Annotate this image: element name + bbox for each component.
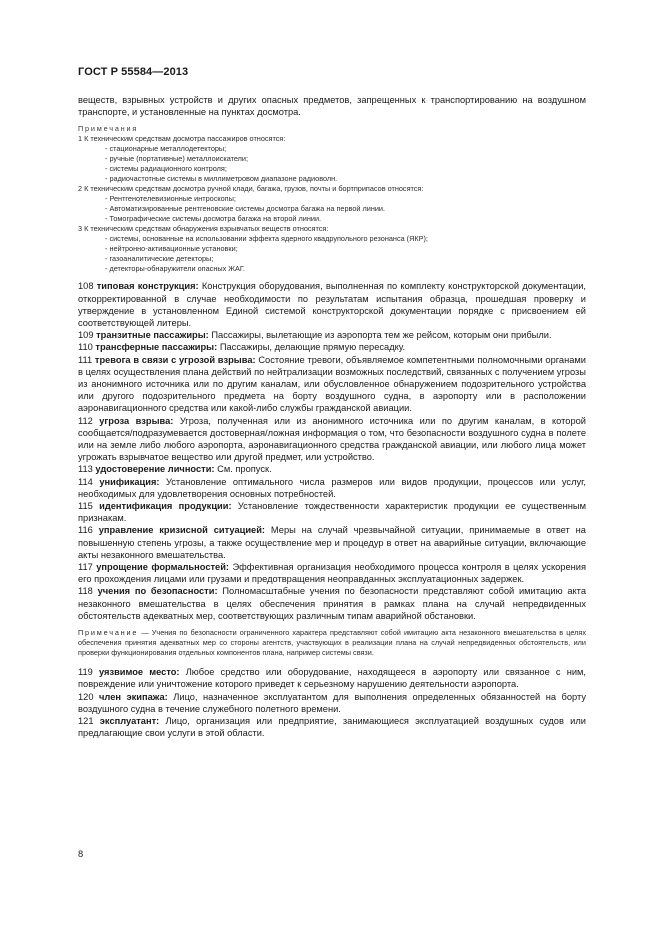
term-name: член экипажа:	[99, 691, 168, 702]
note-list-item: - системы, основанные на использовании эффекта ядерного квадрупольного резонанса (ЯКР);	[105, 234, 428, 244]
term-definition: Лицо, организация или предприятие, занимающиеся эксплуатацией воздушных судов или предлагающие свои услуги в этой области.	[78, 715, 586, 739]
term-name: угроза взрыва:	[99, 415, 174, 426]
term-entry	[78, 666, 586, 690]
term-definition: Меры на случай чрезвычайной ситуации, принимаемые в ответ на повышенную степень угрозы, а также осуществление мер и процедур в ответ на аварийные ситуации, включающие акты незаконного вмешательства.	[78, 525, 586, 560]
term-definition: Конструкция оборудования, выполненная по комплекту конструкторской документации, откорректированной в случае необходимости по результатам испытания образца, прошедшая проверку и утверждение в установленном Единой системой конструкторской документации порядке с присвоением ей соответствующей литеры.	[78, 281, 586, 329]
term-name: унификация:	[99, 476, 160, 487]
term-definition: Полномасштабные учения по безопасности представляют собой имитацию акта незаконного вмешательства в целях обеспечения принятия в рамках плана на случай непредвиденных обстоятельств адекватных мер, соответствующих различным типам аварийной обстановки.	[78, 586, 586, 621]
term-entry	[78, 715, 586, 739]
page-header: ГОСТ Р 55584—2013	[78, 66, 189, 78]
note-heading: 3 К техническим средствам обнаружения взрывчатых веществ относятся:	[78, 224, 329, 234]
note-label: Примечание	[78, 628, 139, 638]
term-entry	[78, 354, 586, 415]
term-definition: Пассажиры, вылетающие из аэропорта тем же рейсом, которым они прибыли.	[211, 330, 552, 341]
intro-paragraph: веществ, взрывных устройств и других опасных предметов, запрещенных к транспортированию на воздушном транспорте, и установленные на пунктах досмотра.	[78, 95, 586, 118]
term-name: тревога в связи с угрозой взрыва:	[94, 354, 256, 365]
term-number: 114	[78, 476, 93, 487]
notes-groups	[78, 134, 586, 274]
term-number: 108	[78, 281, 94, 292]
note-list-item: - системы радиационного контроля;	[105, 164, 227, 174]
term-name: эксплуатант:	[99, 715, 160, 726]
term-definition: Эффективная организация необходимого процесса контроля в целях ускорения его прохождения лицами или грузами и предотвращения неоправданных эксплуатационных задержек.	[78, 562, 586, 585]
notes-block	[78, 124, 586, 274]
term-entry	[78, 691, 586, 715]
terms-list-2	[78, 666, 586, 739]
term-name: идентификация продукции:	[99, 501, 232, 512]
term-number: 110	[78, 342, 93, 353]
term-number: 117	[78, 562, 93, 573]
term-entry	[78, 500, 586, 524]
term-entry	[78, 415, 586, 464]
term-entry	[78, 585, 586, 622]
term-definition: Любое средство или оборудование, находящееся в аэропорту или связанное с ним, повреждение или уничтожение которого приведет к серьезному нарушению деятельности аэропорта.	[78, 667, 586, 690]
term-name: трансферные пассажиры:	[95, 342, 218, 353]
note-list-item: - Томографические системы досмотра багажа на второй линии.	[105, 214, 322, 224]
term-definition: Угроза, полученная или из анонимного источника или по другим каналам, в которой сообщается/подразумевается достоверная/ложная информация о том, что безопасности воздушного судна в полете или на земле либо любого аэропорта, аэронавигационного средства гражданской авиации, или любого лица может угрожать взрывчатое вещество или другой предмет, или устройство.	[78, 415, 586, 463]
term-entry	[78, 341, 586, 353]
page-number: 8	[78, 849, 84, 859]
term-number: 121	[78, 715, 94, 726]
term-definition: Установление тождественности характеристик продукции ее существенным признакам.	[78, 501, 586, 524]
term-number: 116	[78, 525, 93, 536]
term-entry	[78, 524, 586, 561]
term-name: уязвимое место:	[98, 667, 180, 678]
term-number: 120	[78, 691, 94, 702]
note-list-item: - газоаналитические детекторы;	[105, 254, 214, 264]
note-paragraph	[78, 628, 586, 658]
note-list-item: - ручные (портативные) металлоискатели;	[105, 154, 249, 164]
note-heading: 2 К техническим средствам досмотра ручной клади, багажа, грузов, почты и бортприпасов относятся:	[78, 184, 424, 194]
terms-list-1	[78, 280, 586, 622]
term-entry	[78, 329, 586, 341]
term-number: 113	[78, 464, 93, 475]
term-entry	[78, 280, 586, 329]
note-heading: 1 К техническим средствам досмотра пассажиров относятся:	[78, 134, 286, 144]
note-list-item: - радиочастотные системы в миллиметровом диапазоне радиоволн.	[105, 174, 338, 184]
term-definition: Лицо, назначенное эксплуатантом для выполнения определенных обязанностей на борту воздушного судна в течение служебного полетного времени.	[78, 691, 587, 714]
note-list-item: - нейтронно-активационные установки;	[105, 244, 238, 254]
term-name: учения по безопасности:	[97, 586, 218, 597]
term-name: транзитные пассажиры:	[96, 330, 209, 341]
term-number: 115	[78, 501, 93, 512]
term-name: управление кризисной ситуацией:	[98, 525, 266, 536]
note-text: — Учения по безопасности ограниченного характера представляют собой имитацию акта незаконного вмешательства в целях обеспечения принятия адекватных мер со стороны агентств, участвующих в реализации плана на случай непредвиденных обстоятельств, или проверки функционирования отдельных компонентов плана, например системы связи.	[78, 628, 586, 658]
page-content	[78, 94, 586, 739]
term-number: 109	[78, 330, 94, 341]
term-name: удостоверение личности:	[95, 464, 215, 475]
term-definition: Пассажиры, делающие прямую пересадку.	[219, 342, 406, 353]
term-number: 111	[78, 354, 93, 365]
term-entry	[78, 476, 586, 500]
term-definition: См. пропуск.	[217, 464, 272, 475]
term-entry	[78, 463, 586, 475]
note-list-item: - стационарные металлодетекторы;	[105, 144, 227, 154]
term-name: упрощение формальностей:	[96, 562, 230, 573]
term-number: 118	[78, 586, 93, 597]
term-number: 112	[78, 415, 93, 426]
note-list-item: - детекторы-обнаружители опасных ЖАГ.	[105, 264, 245, 274]
notes-title: Примечания	[78, 124, 139, 134]
term-definition: Установление оптимального числа размеров или видов продукции, процессов или услуг, необходимых для удовлетворения основных потребностей.	[78, 476, 586, 499]
note-list-item: - Автоматизированные рентгеновские системы досмотра багажа на первой линии.	[105, 204, 386, 214]
term-entry	[78, 561, 586, 585]
term-name: типовая конструкция:	[96, 281, 199, 292]
term-definition: Состояние тревоги, объявляемое компетентными полномочными органами в целях осуществления плана действий по нейтрализации возможных последствий, связанных с получением угрозы из анонимного источника или по другим каналам, или обусловленное обнаружением подозрительного устройства или другого подозрительного предмета на борту воздушного судна, в аэропорту или в расположении аэронавигационного средства или какой-либо службы гражданской авиации.	[78, 354, 586, 414]
note-list-item: - Рентгенотелевизионные интроскопы;	[105, 194, 236, 204]
term-number: 119	[78, 667, 93, 678]
